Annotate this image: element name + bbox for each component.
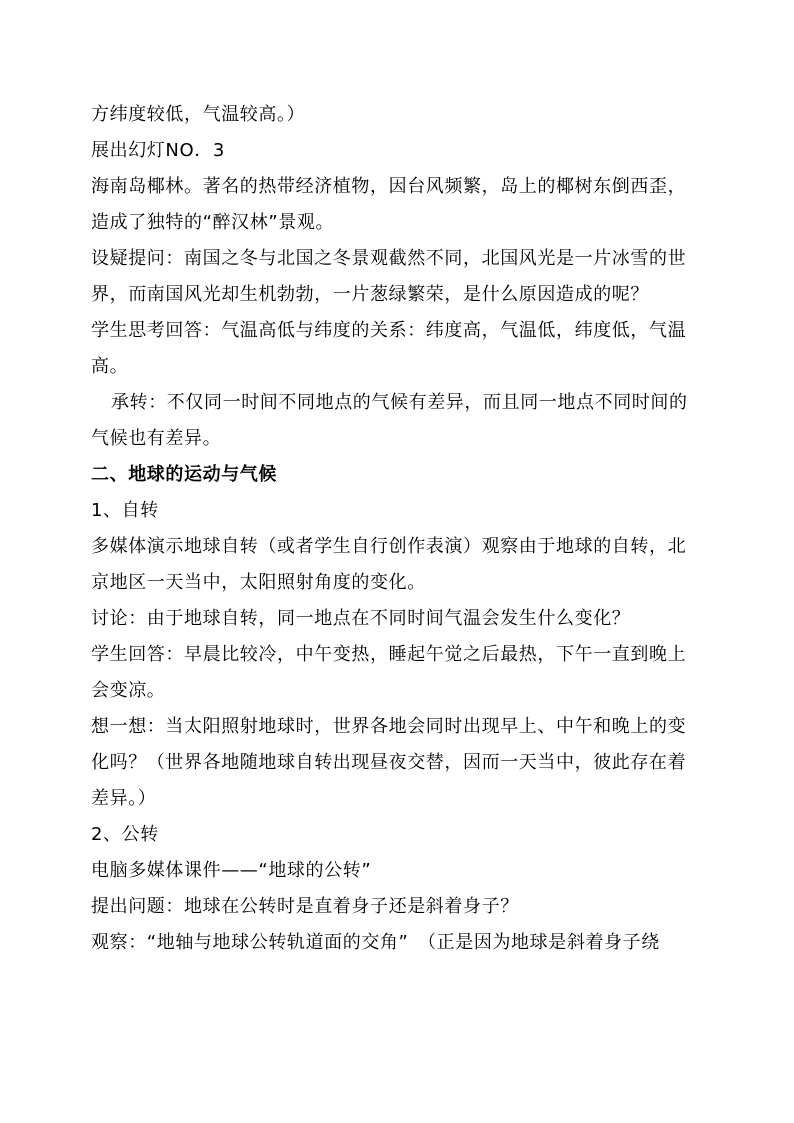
text-line: 观察：“地轴与地球公转轨道面的交角” （正是因为地球是斜着身子绕 <box>91 932 660 953</box>
text-line: 电脑多媒体课件——“地球的公转” <box>91 860 372 881</box>
text-line: 讨论：由于地球自转，同一地点在不同时间气温会发生什么变化？ <box>91 608 631 629</box>
text-line: 展出幻灯NO．3 <box>91 140 225 161</box>
text-line: 海南岛椰林。著名的热带经济植物，因台风频繁，岛上的椰树东倒西歪， <box>91 176 687 197</box>
text-line: 学生回答：早晨比较冷，中午变热，睡起午觉之后最热，下午一直到晚上 <box>91 644 687 665</box>
subsection-heading: 2、公转 <box>91 824 159 845</box>
text-line: 界，而南国风光却生机勃勃，一片葱绿繁荣，是什么原因造成的呢？ <box>91 284 649 305</box>
text-line: 方纬度较低，气温较高。） <box>91 104 306 125</box>
text-line: 想一想：当太阳照射地球时，世界各地会同时出现早上、中午和晚上的变 <box>91 716 687 737</box>
text-line: 提出问题：地球在公转时是直着身子还是斜着身子？ <box>91 896 519 917</box>
text-line: 京地区一天当中，太阳照射角度的变化。 <box>91 572 426 593</box>
text-line: 学生思考回答：气温高低与纬度的关系：纬度高，气温低，纬度低，气温 <box>91 320 687 341</box>
text-line: 承转：不仅同一时间不同地点的气候有差异，而且同一地点不同时间的 <box>111 392 688 413</box>
text-line: 差异。） <box>91 788 157 809</box>
section-heading: 二、地球的运动与气候 <box>91 464 277 485</box>
text-line: 多媒体演示地球自转（或者学生自行创作表演）观察由于地球的自转，北 <box>91 536 687 557</box>
text-line: 化吗？（世界各地随地球自转出现昼夜交替，因而一天当中，彼此存在着 <box>91 752 687 773</box>
text-line: 会变凉。 <box>91 680 166 701</box>
text-line: 高。 <box>91 356 129 377</box>
text-line: 造成了独特的“醉汉林”景观。 <box>91 212 335 233</box>
text-line: 设疑提问：南国之冬与北国之冬景观截然不同，北国风光是一片冰雪的世 <box>91 248 687 269</box>
text-line: 气候也有差异。 <box>91 428 222 449</box>
subsection-heading: 1、自转 <box>91 500 159 521</box>
document-body <box>91 97 703 961</box>
